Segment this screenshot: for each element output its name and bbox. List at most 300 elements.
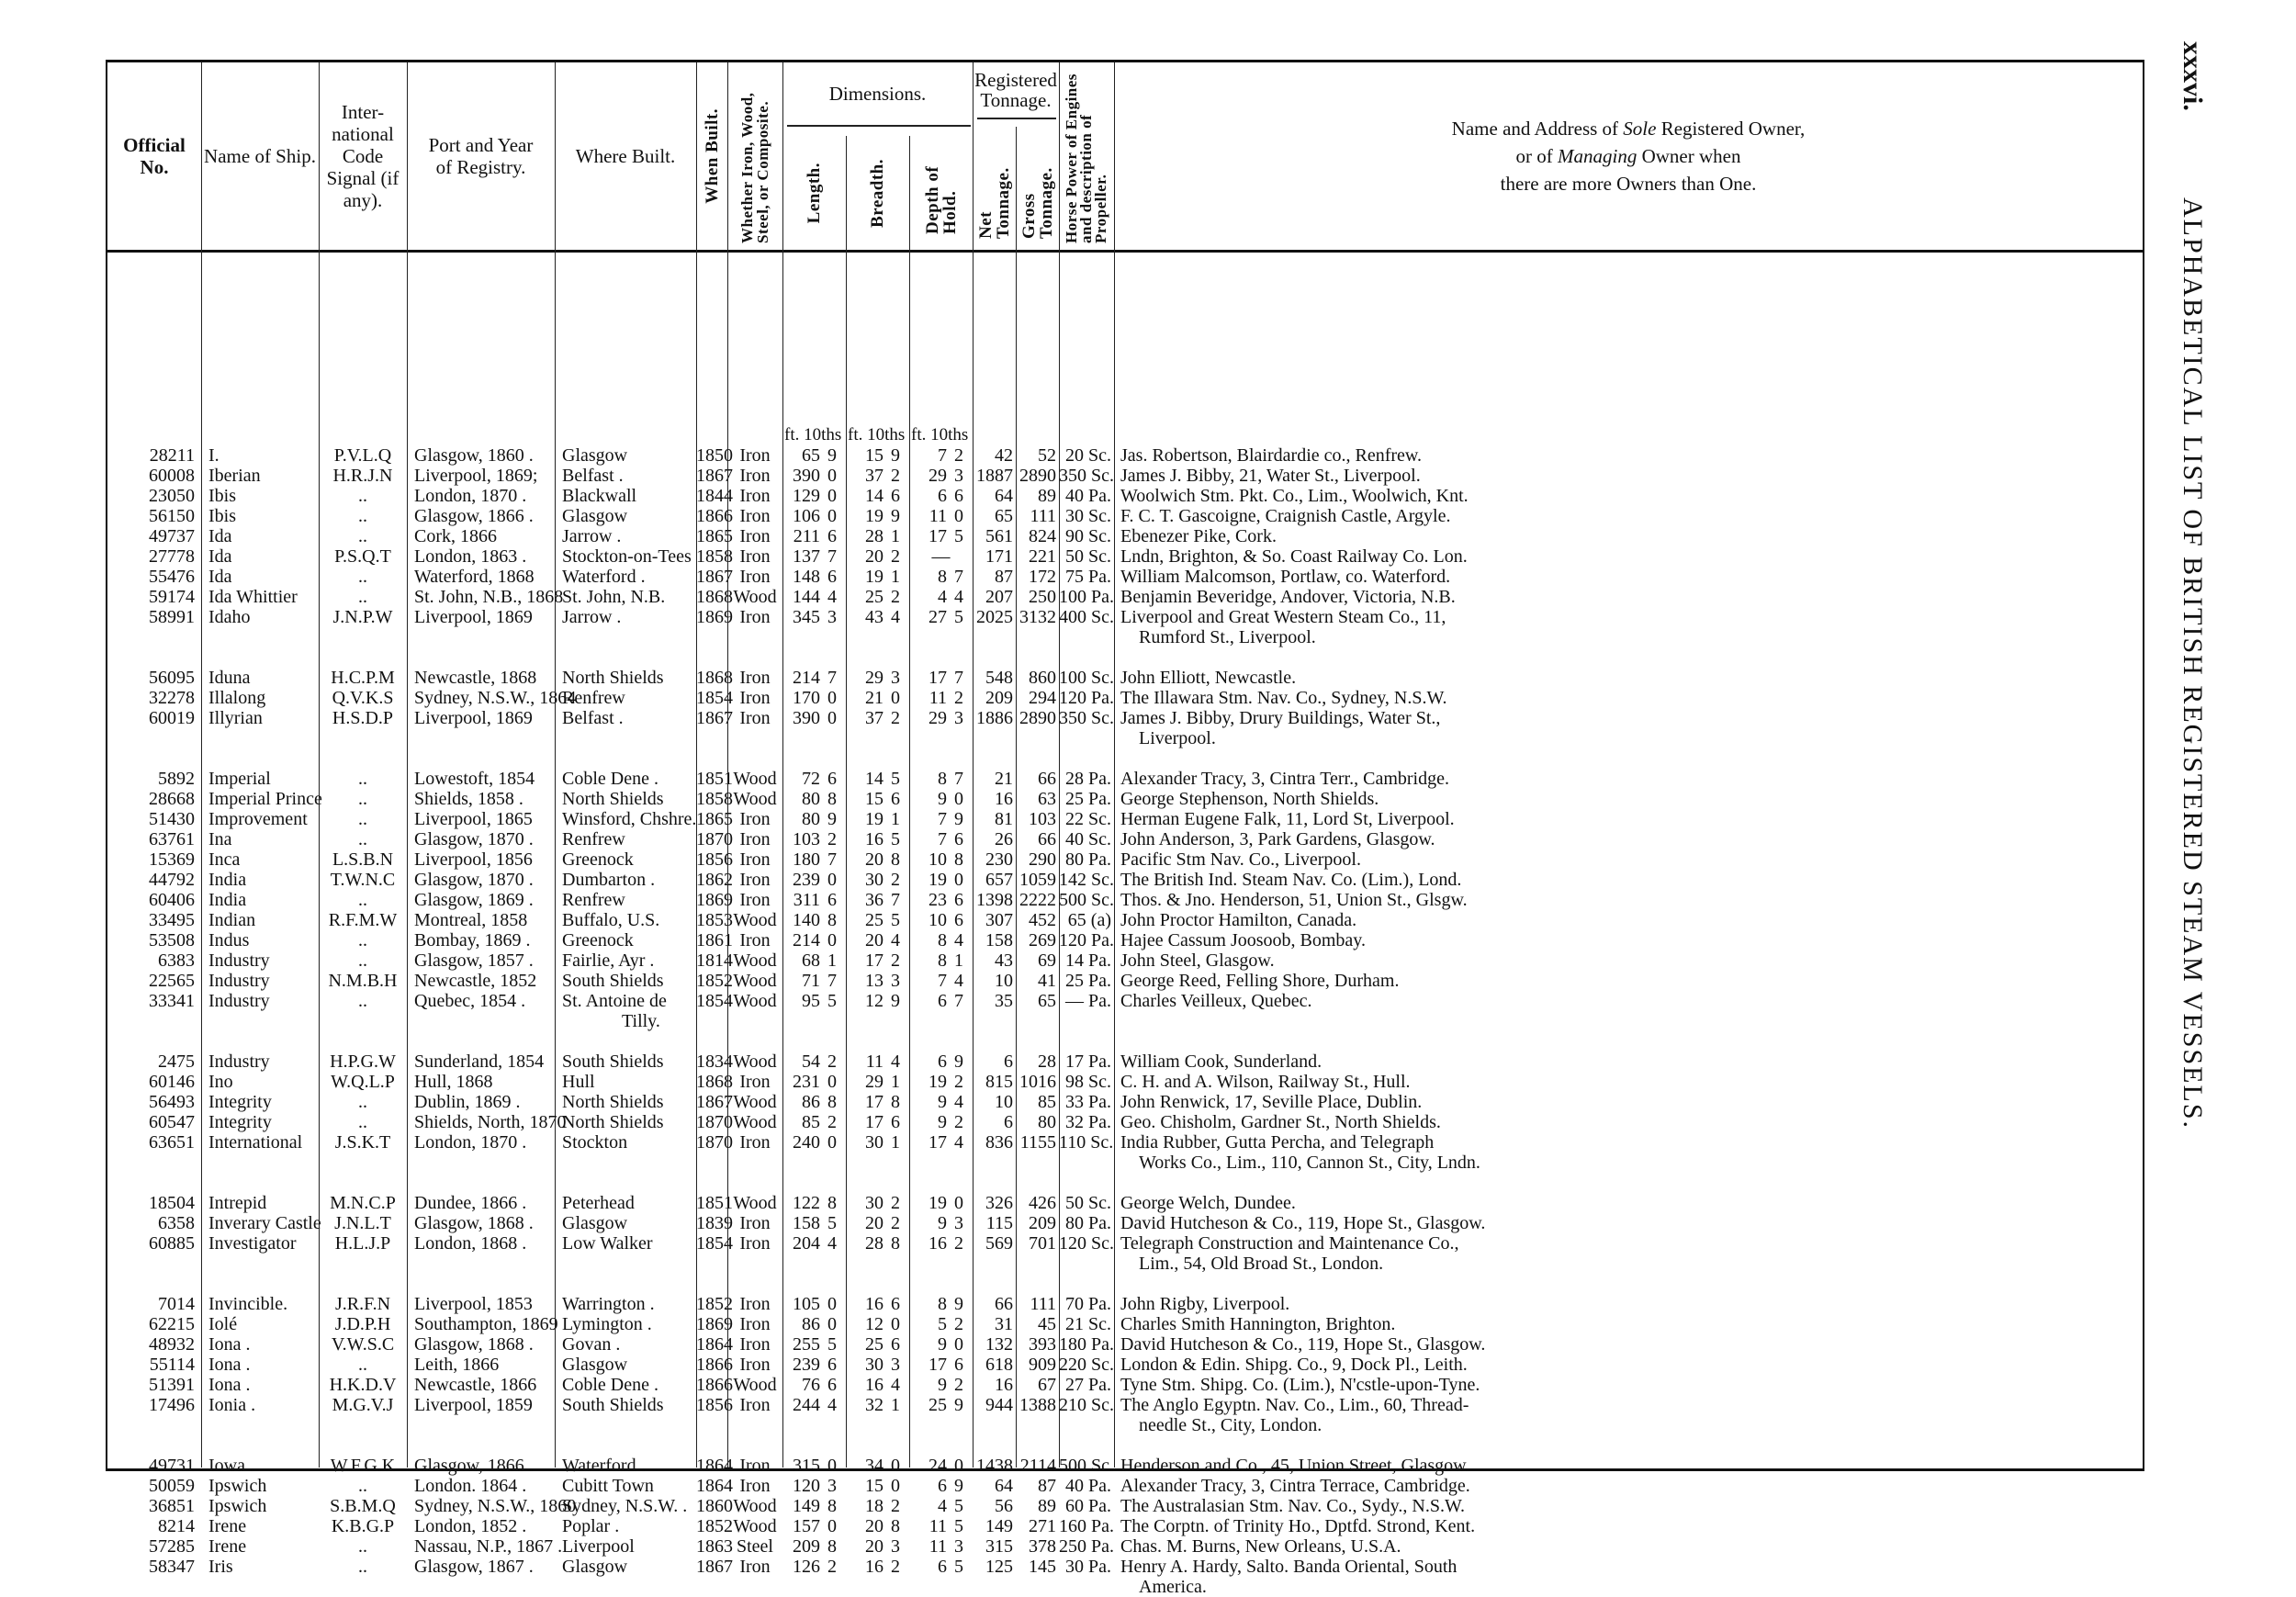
length-tenths: 7 bbox=[827, 546, 837, 567]
gross-tonnage: 2114 bbox=[1019, 1456, 1056, 1476]
official-no: 56150 bbox=[149, 506, 195, 526]
ship-name: Invincible. bbox=[208, 1294, 288, 1314]
table-row bbox=[107, 769, 2143, 789]
breadth-ft: 11 bbox=[865, 1052, 884, 1072]
official-no: 62215 bbox=[149, 1314, 195, 1334]
length-tenths: 2 bbox=[827, 1557, 837, 1577]
gross-tonnage: 452 bbox=[1029, 910, 1056, 930]
depth-tenths: 9 bbox=[954, 1294, 963, 1314]
depth-ft: 10 bbox=[929, 910, 947, 930]
breadth-tenths: 3 bbox=[891, 1355, 900, 1375]
breadth-tenths: 0 bbox=[891, 1314, 900, 1334]
official-no: 33495 bbox=[149, 910, 195, 930]
table-row bbox=[107, 1375, 2143, 1395]
length-tenths: 0 bbox=[827, 1132, 837, 1153]
length-ft: 137 bbox=[793, 546, 820, 567]
horse-power: 21 Sc. bbox=[1065, 1314, 1111, 1334]
depth-ft: 11 bbox=[929, 688, 947, 708]
when-built: 1850 bbox=[696, 445, 733, 466]
where-built-cont: Tilly. bbox=[622, 1011, 660, 1031]
owner-cont: Rumford St., Liverpool. bbox=[1139, 627, 1316, 647]
table-row bbox=[107, 1072, 2143, 1092]
breadth-tenths: 1 bbox=[891, 1132, 900, 1153]
material: Iron bbox=[739, 1213, 771, 1233]
owner: The Australasian Stm. Nav. Co., Sydy., N.S.W. bbox=[1120, 1496, 1465, 1516]
table-row bbox=[107, 1052, 2143, 1072]
breadth-ft: 18 bbox=[865, 1496, 884, 1516]
breadth-tenths: 5 bbox=[891, 829, 900, 849]
header-breadth: Breadth. bbox=[868, 158, 887, 228]
breadth-ft: 30 bbox=[865, 870, 884, 890]
gross-tonnage: 111 bbox=[1030, 506, 1056, 526]
owner: Ebenezer Pike, Cork. bbox=[1120, 526, 1277, 546]
port-of-registry: Sydney, N.S.W., 1860 bbox=[414, 1496, 577, 1516]
depth-tenths: 0 bbox=[954, 1193, 963, 1213]
gross-tonnage: 393 bbox=[1029, 1334, 1056, 1355]
port-of-registry: Glasgow, 1860 . bbox=[414, 445, 534, 466]
depth-tenths: 5 bbox=[954, 1516, 963, 1536]
depth-tenths: 5 bbox=[954, 1557, 963, 1577]
owner: India Rubber, Gutta Percha, and Telegraph bbox=[1120, 1132, 1435, 1153]
depth-tenths: 6 bbox=[954, 1355, 963, 1375]
material: Wood bbox=[733, 910, 777, 930]
net-tonnage: 307 bbox=[985, 910, 1013, 930]
official-no: 60019 bbox=[149, 708, 195, 728]
horse-power: 33 Pa. bbox=[1065, 1092, 1111, 1112]
code-signal: H.L.J.P bbox=[334, 1233, 391, 1254]
breadth-tenths: 5 bbox=[891, 769, 900, 789]
horse-power: 350 Sc. bbox=[1059, 708, 1114, 728]
breadth-tenths: 2 bbox=[891, 950, 900, 971]
official-no: 58347 bbox=[149, 1557, 195, 1577]
table-row bbox=[107, 1516, 2143, 1536]
when-built: 1851 bbox=[696, 1193, 733, 1213]
owner: William Malcomson, Portlaw, co. Waterford. bbox=[1120, 567, 1451, 587]
header-depth: Depth of Hold. bbox=[922, 165, 960, 234]
ship-name: Industry bbox=[208, 950, 270, 971]
table-row bbox=[107, 526, 2143, 546]
net-tonnage: 6 bbox=[1004, 1112, 1013, 1132]
table-row bbox=[107, 567, 2143, 587]
net-tonnage: 64 bbox=[995, 486, 1013, 506]
gross-tonnage: 1388 bbox=[1019, 1395, 1056, 1415]
breadth-tenths: 3 bbox=[891, 1536, 900, 1557]
where-built: Warrington . bbox=[562, 1294, 655, 1314]
official-no: 60008 bbox=[149, 466, 195, 486]
horse-power: 50 Sc. bbox=[1065, 546, 1111, 567]
depth-ft: 9 bbox=[938, 1334, 947, 1355]
material: Iron bbox=[739, 1314, 771, 1334]
net-tonnage: 26 bbox=[995, 829, 1013, 849]
header-tonnage: Registered Tonnage. bbox=[974, 69, 1057, 111]
where-built: South Shields bbox=[562, 1052, 664, 1072]
gross-tonnage: 89 bbox=[1038, 486, 1056, 506]
port-of-registry: Glasgow, 1868 . bbox=[414, 1213, 534, 1233]
code-signal: .. bbox=[358, 1476, 367, 1496]
code-signal: .. bbox=[358, 1112, 367, 1132]
owner: Pacific Stm Nav. Co., Liverpool. bbox=[1120, 849, 1361, 870]
breadth-ft: 20 bbox=[865, 1536, 884, 1557]
depth-tenths: 2 bbox=[954, 1314, 963, 1334]
ship-name: Irene bbox=[208, 1536, 247, 1557]
ship-name: Integrity bbox=[208, 1112, 272, 1132]
official-no: 33341 bbox=[149, 991, 195, 1011]
gross-tonnage: 1155 bbox=[1019, 1132, 1056, 1153]
table-row bbox=[107, 1314, 2143, 1334]
table-row bbox=[107, 506, 2143, 526]
length-tenths: 7 bbox=[827, 971, 837, 991]
gross-tonnage: 3132 bbox=[1019, 607, 1056, 627]
material: Iron bbox=[739, 607, 771, 627]
breadth-ft: 16 bbox=[865, 1375, 884, 1395]
gross-tonnage: 701 bbox=[1029, 1233, 1056, 1254]
code-signal: .. bbox=[358, 587, 367, 607]
length-ft: 129 bbox=[793, 486, 820, 506]
table-row bbox=[107, 1456, 2143, 1476]
units-label-br: ft. 10ths bbox=[848, 425, 906, 444]
gross-tonnage: 85 bbox=[1038, 1092, 1056, 1112]
table-row bbox=[107, 546, 2143, 567]
net-tonnage: 315 bbox=[985, 1536, 1013, 1557]
official-no: 6383 bbox=[158, 950, 195, 971]
header-where-built: Where Built. bbox=[575, 145, 676, 167]
breadth-ft: 37 bbox=[865, 466, 884, 486]
depth-ft: 5 bbox=[938, 1314, 947, 1334]
port-of-registry: Glasgow, 1868 . bbox=[414, 1334, 534, 1355]
net-tonnage: 569 bbox=[985, 1233, 1013, 1254]
material: Wood bbox=[733, 1052, 777, 1072]
depth-tenths: 6 bbox=[954, 890, 963, 910]
depth-tenths: 7 bbox=[954, 668, 963, 688]
net-tonnage: 87 bbox=[995, 567, 1013, 587]
material: Wood bbox=[733, 587, 777, 607]
breadth-tenths: 8 bbox=[891, 1092, 900, 1112]
port-of-registry: Cork, 1866 bbox=[414, 526, 497, 546]
horse-power: 30 Sc. bbox=[1065, 506, 1111, 526]
breadth-ft: 17 bbox=[865, 950, 884, 971]
when-built: 1867 bbox=[696, 708, 733, 728]
net-tonnage: 326 bbox=[985, 1193, 1013, 1213]
owner: Charles Veilleux, Quebec. bbox=[1120, 991, 1312, 1011]
table-row bbox=[107, 708, 2143, 728]
table-row bbox=[107, 607, 2143, 627]
port-of-registry: Glasgow, 1866 . bbox=[414, 506, 534, 526]
code-signal: S.B.M.Q bbox=[330, 1496, 396, 1516]
material: Iron bbox=[739, 688, 771, 708]
material: Iron bbox=[739, 445, 771, 466]
depth-tenths: 2 bbox=[954, 445, 963, 466]
depth-ft: 24 bbox=[929, 1456, 947, 1476]
material: Iron bbox=[739, 870, 771, 890]
official-no: 17496 bbox=[149, 1395, 195, 1415]
length-ft: 239 bbox=[793, 1355, 820, 1375]
col-divider bbox=[846, 136, 847, 1468]
breadth-ft: 12 bbox=[865, 991, 884, 1011]
breadth-tenths: 3 bbox=[891, 971, 900, 991]
length-ft: 211 bbox=[793, 526, 820, 546]
depth-ft: 9 bbox=[938, 1112, 947, 1132]
length-ft: 214 bbox=[793, 930, 820, 950]
breadth-tenths: 4 bbox=[891, 1052, 900, 1072]
net-tonnage: 158 bbox=[985, 930, 1013, 950]
col-divider bbox=[319, 62, 320, 1468]
when-built: 1870 bbox=[696, 1132, 733, 1153]
net-tonnage: 548 bbox=[985, 668, 1013, 688]
horse-power: 40 Pa. bbox=[1065, 486, 1111, 506]
gross-tonnage: 65 bbox=[1038, 991, 1056, 1011]
code-signal: .. bbox=[358, 1536, 367, 1557]
table-row-continuation bbox=[107, 1011, 2143, 1031]
depth-ft: 19 bbox=[929, 870, 947, 890]
owner: John Renwick, 17, Seville Place, Dublin. bbox=[1120, 1092, 1423, 1112]
where-built: Peterhead bbox=[562, 1193, 635, 1213]
length-tenths: 0 bbox=[827, 1456, 837, 1476]
net-tonnage: 6 bbox=[1004, 1052, 1013, 1072]
where-built: Stockton bbox=[562, 1132, 628, 1153]
depth-ft: 11 bbox=[929, 1516, 947, 1536]
depth-ft: 17 bbox=[929, 1132, 947, 1153]
breadth-ft: 28 bbox=[865, 526, 884, 546]
net-tonnage: 31 bbox=[995, 1314, 1013, 1334]
length-tenths: 1 bbox=[827, 950, 837, 971]
horse-power: 28 Pa. bbox=[1065, 769, 1111, 789]
ship-name: Iona . bbox=[208, 1375, 251, 1395]
port-of-registry: Hull, 1868 bbox=[414, 1072, 493, 1092]
horse-power: 160 Pa. bbox=[1059, 1516, 1114, 1536]
net-tonnage: 209 bbox=[985, 688, 1013, 708]
depth-ft: 7 bbox=[938, 971, 947, 991]
length-ft: 239 bbox=[793, 870, 820, 890]
depth-tenths: 5 bbox=[954, 607, 963, 627]
code-signal: M.N.C.P bbox=[330, 1193, 396, 1213]
owner: Tyne Stm. Shipg. Co. (Lim.), N'cstle-upon-Tyne. bbox=[1120, 1375, 1480, 1395]
port-of-registry: London. 1864 . bbox=[414, 1476, 527, 1496]
material: Wood bbox=[733, 1112, 777, 1132]
length-ft: 390 bbox=[793, 708, 820, 728]
depth-ft: 6 bbox=[938, 991, 947, 1011]
port-of-registry: Bombay, 1869 . bbox=[414, 930, 531, 950]
owner: Jas. Robertson, Blairdardie co., Renfrew. bbox=[1120, 445, 1423, 466]
table-row bbox=[107, 991, 2143, 1011]
when-built: 1844 bbox=[696, 486, 733, 506]
length-tenths: 0 bbox=[827, 1294, 837, 1314]
code-signal: .. bbox=[358, 829, 367, 849]
material: Iron bbox=[739, 1395, 771, 1415]
table-row bbox=[107, 849, 2143, 870]
horse-power: 17 Pa. bbox=[1065, 1052, 1111, 1072]
where-built: North Shields bbox=[562, 789, 664, 809]
owner: George Reed, Felling Shore, Durham. bbox=[1120, 971, 1400, 991]
port-of-registry: Glasgow, 1870 . bbox=[414, 870, 534, 890]
depth-ft: 19 bbox=[929, 1072, 947, 1092]
owner: John Elliott, Newcastle. bbox=[1120, 668, 1297, 688]
depth-ft: 17 bbox=[929, 1355, 947, 1375]
code-signal: .. bbox=[358, 930, 367, 950]
breadth-tenths: 8 bbox=[891, 849, 900, 870]
horse-power: 20 Sc. bbox=[1065, 445, 1111, 466]
official-no: 53508 bbox=[149, 930, 195, 950]
official-no: 49731 bbox=[149, 1456, 195, 1476]
depth-ft: 6 bbox=[938, 1557, 947, 1577]
header-official-no: Official No. bbox=[123, 134, 186, 178]
horse-power: 27 Pa. bbox=[1065, 1375, 1111, 1395]
gross-tonnage: 2890 bbox=[1019, 466, 1056, 486]
port-of-registry: Glasgow, 1867 . bbox=[414, 1557, 534, 1577]
port-of-registry: London, 1870 . bbox=[414, 486, 527, 506]
net-tonnage: 561 bbox=[985, 526, 1013, 546]
units-label-len: ft. 10ths bbox=[784, 425, 842, 444]
length-tenths: 7 bbox=[827, 668, 837, 688]
depth-tenths: 4 bbox=[954, 971, 963, 991]
depth-tenths: 4 bbox=[954, 1092, 963, 1112]
when-built: 1853 bbox=[696, 910, 733, 930]
net-tonnage: 16 bbox=[995, 1375, 1013, 1395]
breadth-tenths: 8 bbox=[891, 1233, 900, 1254]
net-tonnage: 125 bbox=[985, 1557, 1013, 1577]
port-of-registry: Glasgow, 1857 . bbox=[414, 950, 534, 971]
length-tenths: 9 bbox=[827, 809, 837, 829]
owner: John Rigby, Liverpool. bbox=[1120, 1294, 1290, 1314]
horse-power: 60 Pa. bbox=[1065, 1496, 1111, 1516]
net-tonnage: 1887 bbox=[976, 466, 1013, 486]
port-of-registry: Newcastle, 1868 bbox=[414, 668, 537, 688]
code-signal: W.F.G.K bbox=[330, 1456, 396, 1476]
depth-tenths: 7 bbox=[954, 769, 963, 789]
breadth-ft: 20 bbox=[865, 546, 884, 567]
material: Iron bbox=[739, 849, 771, 870]
breadth-ft: 29 bbox=[865, 668, 884, 688]
table-row bbox=[107, 789, 2143, 809]
owner: C. H. and A. Wilson, Railway St., Hull. bbox=[1120, 1072, 1411, 1092]
ship-name: Indian bbox=[208, 910, 256, 930]
length-tenths: 4 bbox=[827, 587, 837, 607]
ship-name: Ibis bbox=[208, 486, 236, 506]
breadth-ft: 28 bbox=[865, 1233, 884, 1254]
when-built: 1865 bbox=[696, 809, 733, 829]
port-of-registry: London, 1852 . bbox=[414, 1516, 527, 1536]
length-ft: 158 bbox=[793, 1213, 820, 1233]
header-material: Whether Iron, Wood, Steel, or Composite. bbox=[738, 92, 771, 243]
code-signal: .. bbox=[358, 890, 367, 910]
length-ft: 204 bbox=[793, 1233, 820, 1254]
horse-power: 70 Pa. bbox=[1065, 1294, 1111, 1314]
port-of-registry: Sydney, N.S.W., 1864 bbox=[414, 688, 577, 708]
breadth-ft: 19 bbox=[865, 506, 884, 526]
depth-tenths: 4 bbox=[954, 930, 963, 950]
breadth-tenths: 6 bbox=[891, 1294, 900, 1314]
where-built: Renfrew bbox=[562, 688, 625, 708]
net-tonnage: 207 bbox=[985, 587, 1013, 607]
when-built: 1858 bbox=[696, 546, 733, 567]
where-built: Sydney, N.S.W. . bbox=[562, 1496, 688, 1516]
official-no: 15369 bbox=[149, 849, 195, 870]
length-tenths: 6 bbox=[827, 769, 837, 789]
ship-name: Industry bbox=[208, 1052, 270, 1072]
where-built: Waterford . bbox=[562, 567, 646, 587]
breadth-tenths: 0 bbox=[891, 688, 900, 708]
length-ft: 95 bbox=[802, 991, 820, 1011]
owner: The British Ind. Steam Nav. Co. (Lim.), Lond. bbox=[1120, 870, 1462, 890]
table-row bbox=[107, 1132, 2143, 1153]
when-built: 1870 bbox=[696, 829, 733, 849]
breadth-tenths: 9 bbox=[891, 991, 900, 1011]
col-divider bbox=[782, 62, 783, 1468]
port-of-registry: St. John, N.B., 1868 bbox=[414, 587, 564, 607]
length-tenths: 5 bbox=[827, 991, 837, 1011]
owner: Henry A. Hardy, Salto. Banda Oriental, South bbox=[1120, 1557, 1458, 1577]
breadth-ft: 36 bbox=[865, 890, 884, 910]
breadth-ft: 15 bbox=[865, 445, 884, 466]
breadth-ft: 16 bbox=[865, 1294, 884, 1314]
where-built: Buffalo, U.S. bbox=[562, 910, 660, 930]
length-tenths: 8 bbox=[827, 1193, 837, 1213]
col-divider bbox=[1059, 62, 1060, 1468]
length-tenths: 5 bbox=[827, 1334, 837, 1355]
length-tenths: 0 bbox=[827, 708, 837, 728]
official-no: 55476 bbox=[149, 567, 195, 587]
ship-name: Iona . bbox=[208, 1334, 251, 1355]
owner: Alexander Tracy, 3, Cintra Terr., Cambridge. bbox=[1120, 769, 1449, 789]
breadth-tenths: 6 bbox=[891, 486, 900, 506]
length-ft: 157 bbox=[793, 1516, 820, 1536]
gross-tonnage: 271 bbox=[1029, 1516, 1056, 1536]
net-tonnage: 815 bbox=[985, 1072, 1013, 1092]
official-no: 49737 bbox=[149, 526, 195, 546]
code-signal: .. bbox=[358, 506, 367, 526]
port-of-registry: Southampton, 1869 bbox=[414, 1314, 558, 1334]
table-row bbox=[107, 1355, 2143, 1375]
breadth-tenths: 6 bbox=[891, 1334, 900, 1355]
where-built: Low Walker bbox=[562, 1233, 653, 1254]
horse-power: 32 Pa. bbox=[1065, 1112, 1111, 1132]
owner-cont: needle St., City, London. bbox=[1139, 1415, 1322, 1435]
depth-tenths: 9 bbox=[954, 1395, 963, 1415]
length-ft: 103 bbox=[793, 829, 820, 849]
ship-name: Improvement bbox=[208, 809, 308, 829]
breadth-tenths: 5 bbox=[891, 910, 900, 930]
gross-tonnage: 909 bbox=[1029, 1355, 1056, 1375]
material: Iron bbox=[739, 567, 771, 587]
depth-ft: 29 bbox=[929, 466, 947, 486]
code-signal: J.N.L.T bbox=[334, 1213, 391, 1233]
length-ft: 214 bbox=[793, 668, 820, 688]
owner: Geo. Chisholm, Gardner St., North Shields. bbox=[1120, 1112, 1441, 1132]
code-signal: L.S.B.N bbox=[332, 849, 394, 870]
when-built: 1856 bbox=[696, 1395, 733, 1415]
port-of-registry: Shields, North, 1870 bbox=[414, 1112, 567, 1132]
horse-power: 40 Sc. bbox=[1065, 829, 1111, 849]
port-of-registry: Glasgow, 1870 . bbox=[414, 829, 534, 849]
net-tonnage: 944 bbox=[985, 1395, 1013, 1415]
owner: Lndn, Brighton, & So. Coast Railway Co. Lon. bbox=[1120, 546, 1468, 567]
port-of-registry: Glasgow, 1869 . bbox=[414, 890, 534, 910]
table-row bbox=[107, 890, 2143, 910]
tonnage-rule bbox=[977, 118, 1056, 119]
net-tonnage: 1438 bbox=[976, 1456, 1013, 1476]
net-tonnage: 657 bbox=[985, 870, 1013, 890]
owner: George Stephenson, North Shields. bbox=[1120, 789, 1379, 809]
port-of-registry: Nassau, N.P., 1867 . bbox=[414, 1536, 563, 1557]
port-of-registry: Dundee, 1866 . bbox=[414, 1193, 527, 1213]
ship-name: Imperial Prince bbox=[208, 789, 322, 809]
when-built: 1868 bbox=[696, 587, 733, 607]
official-no: 2475 bbox=[158, 1052, 195, 1072]
net-tonnage: 66 bbox=[995, 1294, 1013, 1314]
where-built: St. John, N.B. bbox=[562, 587, 666, 607]
where-built: Cubitt Town bbox=[562, 1476, 654, 1496]
breadth-ft: 29 bbox=[865, 1072, 884, 1092]
depth-tenths: 9 bbox=[954, 1052, 963, 1072]
